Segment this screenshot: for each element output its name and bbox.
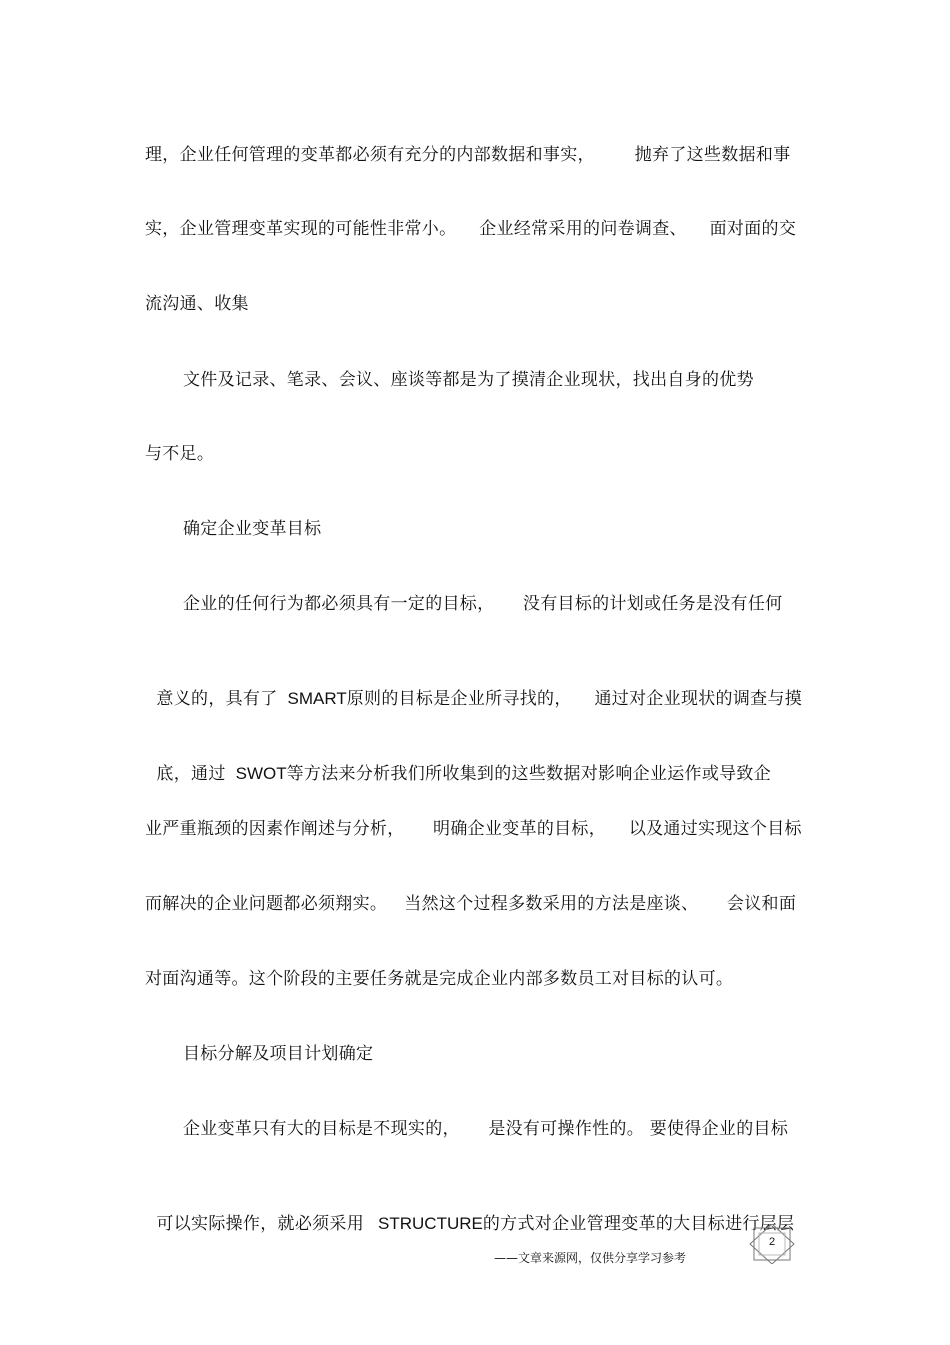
paragraph-line: 文件及记录、笔录、会议、座谈等都是为了摸清企业现状，找出自身的优势 bbox=[183, 370, 754, 390]
footer-note: ——文章来源网，仅供分享学习参考 bbox=[494, 1251, 687, 1265]
paragraph-line: 实，企业管理变革实现的可能性非常小。 企业经常采用的问卷调查、 面对面的交 bbox=[145, 219, 797, 239]
paragraph-line: 企业变革只有大的目标是不现实的， 是没有可操作性的。 要使得企业的目标 bbox=[183, 1119, 789, 1139]
paragraph-line: 与不足。 bbox=[145, 444, 215, 464]
section-heading: 目标分解及项目计划确定 bbox=[183, 1044, 374, 1064]
paragraph-line bbox=[145, 1194, 794, 1234]
term-swot: SWOT bbox=[235, 764, 287, 783]
text-segment: 意义的，具有了 bbox=[156, 689, 278, 709]
text-segment: 的方式对企业管理变革的大目标进行层层 bbox=[482, 1214, 795, 1234]
paragraph-line: 业严重瓶颈的因素作阐述与分析， 明确企业变革的目标， 以及通过实现这个目标 bbox=[145, 819, 802, 839]
text-segment: 等方法来分析我们所收集到的这些数据对影响企业运作或导致企 bbox=[286, 764, 772, 784]
text-segment: 可以实际操作，就必须采用 bbox=[156, 1214, 365, 1234]
paragraph-line: 对面沟通等。这个阶段的主要任务就是完成企业内部多数员工对目标的认可。 bbox=[145, 969, 734, 989]
paragraph-line: 理，企业任何管理的变革都必须有充分的内部数据和事实， 抛弃了这些数据和事 bbox=[145, 145, 791, 165]
paragraph-line bbox=[145, 669, 802, 709]
paragraph-line: 流沟通、收集 bbox=[145, 294, 249, 314]
paragraph-line bbox=[145, 744, 771, 784]
page-number-badge bbox=[748, 1224, 796, 1264]
section-heading: 确定企业变革目标 bbox=[183, 519, 322, 539]
text-segment: 底，通过 bbox=[156, 764, 226, 784]
term-smart: SMART bbox=[287, 689, 347, 708]
paragraph-line: 企业的任何行为都必须具有一定的目标， 没有目标的计划或任务是没有任何 bbox=[183, 594, 783, 614]
paragraph-line: 而解决的企业问题都必须翔实。 当然这个过程多数采用的方法是座谈、 会议和面 bbox=[145, 894, 797, 914]
page-number: 2 bbox=[768, 1236, 776, 1248]
text-segment: 原则的目标是企业所寻找的， 通过对企业现状的调查与摸 bbox=[346, 689, 803, 709]
term-structure: STRUCTURE bbox=[378, 1214, 483, 1233]
